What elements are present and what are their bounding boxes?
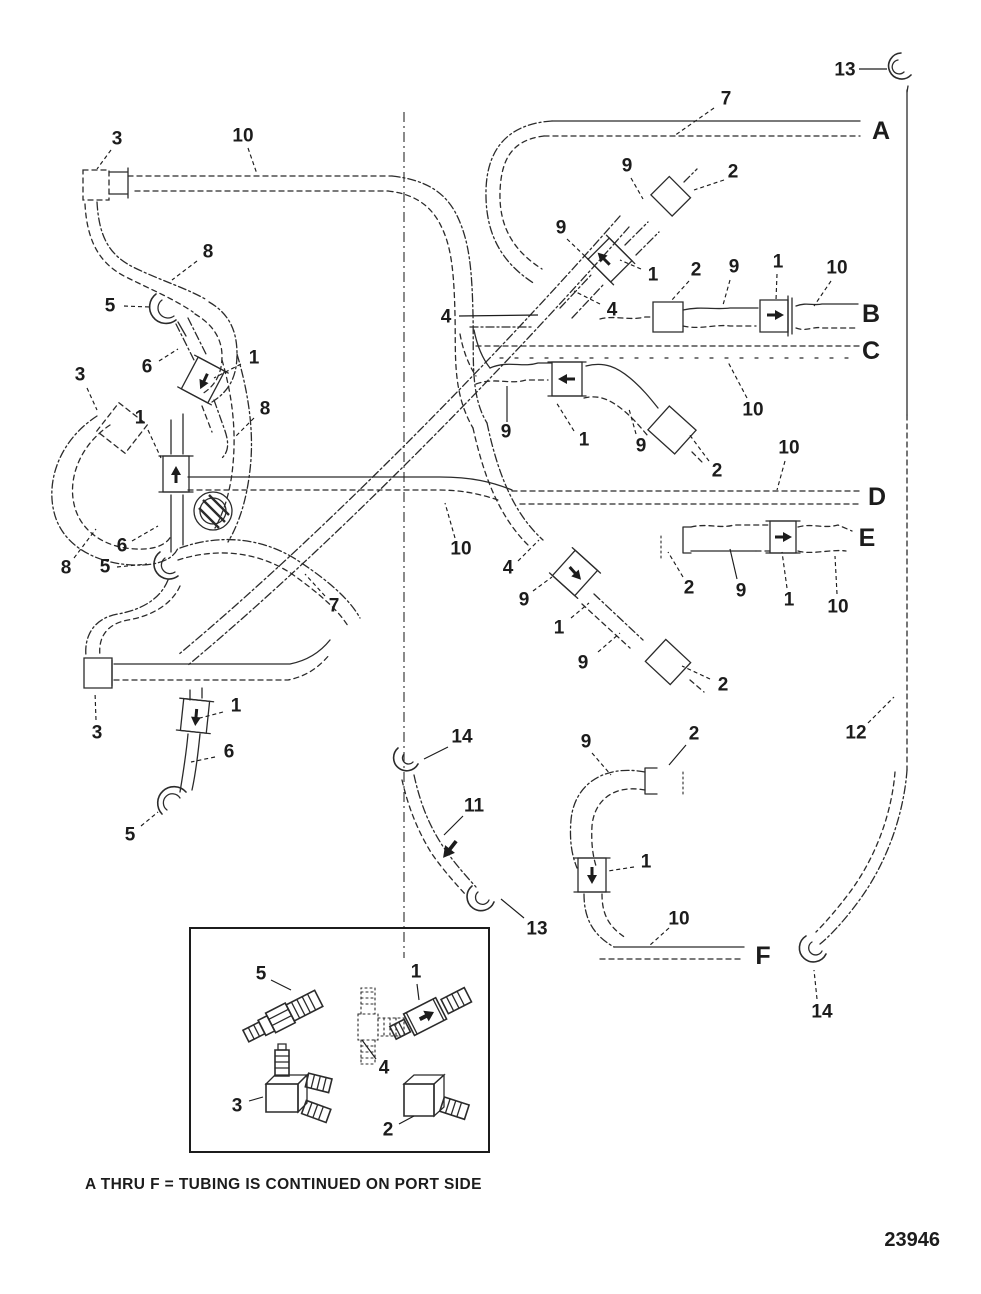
callout-13: 13	[834, 59, 856, 81]
leader-line	[674, 108, 714, 136]
tube-6-mid	[202, 400, 228, 458]
callout-1: 1	[772, 251, 784, 273]
legend-fitting-5-connector	[241, 989, 324, 1046]
leader-line	[533, 577, 552, 591]
callout-10: 10	[826, 257, 848, 279]
callout-8: 8	[202, 241, 214, 263]
callout-2: 2	[683, 577, 695, 599]
tee-5-mid	[154, 552, 178, 579]
callout-9: 9	[577, 652, 589, 674]
callout-8: 8	[259, 398, 271, 420]
callout-1: 1	[248, 347, 260, 369]
valve-arrow	[775, 532, 792, 542]
grommet	[194, 492, 232, 530]
leader-line	[571, 603, 589, 618]
callout-9: 9	[735, 580, 747, 602]
callout-3: 3	[231, 1095, 243, 1117]
leader-line	[694, 180, 724, 190]
port-letter-A: A	[871, 117, 891, 145]
callout-9: 9	[500, 421, 512, 443]
leader-line	[814, 281, 831, 306]
valve-arrow	[196, 372, 212, 392]
port-letter-D: D	[867, 483, 887, 511]
leader-line	[868, 697, 894, 723]
f-assembly	[570, 768, 744, 959]
row-b-assembly	[600, 296, 858, 336]
tube-11	[402, 775, 476, 894]
leader-line	[132, 526, 158, 541]
row-c-tube	[476, 346, 860, 358]
callout-labels	[61, 60, 894, 1141]
valve-arrow	[566, 564, 585, 583]
leader-line	[501, 899, 524, 918]
callout-2: 2	[711, 460, 723, 482]
leader-line	[148, 430, 161, 458]
leader-line	[200, 712, 223, 718]
legend-fitting-1-check-valve	[388, 984, 474, 1044]
callout-1: 1	[134, 407, 146, 429]
leader-line	[689, 434, 709, 461]
callout-6: 6	[116, 535, 128, 557]
callout-1: 1	[553, 617, 565, 639]
leader-line	[445, 503, 455, 538]
callout-1: 1	[783, 589, 795, 611]
callout-9: 9	[621, 155, 633, 177]
tee-5-top	[150, 294, 186, 336]
flow-arrow-11	[438, 837, 461, 861]
tube-12	[816, 770, 907, 944]
port-letter-C: C	[861, 337, 881, 365]
callout-3: 3	[91, 722, 103, 744]
leader-line	[671, 281, 689, 301]
callout-7: 7	[720, 88, 732, 110]
fitting-3-top-left	[83, 168, 128, 200]
port-letters	[755, 117, 890, 970]
callout-7: 7	[328, 595, 340, 617]
leader-line	[417, 984, 419, 1000]
callout-10: 10	[232, 125, 254, 147]
clip-13-bottom	[467, 886, 494, 911]
port-letter-E: E	[858, 524, 876, 552]
clip-14-bottom-right	[799, 936, 826, 962]
callout-1: 1	[647, 264, 659, 286]
leader-line	[556, 402, 574, 431]
clip-13-top	[889, 53, 911, 92]
leader-line	[728, 362, 747, 398]
leader-line	[649, 928, 669, 946]
callout-14: 14	[451, 726, 473, 748]
callout-9: 9	[635, 435, 647, 457]
tube-8-left-loop	[52, 416, 178, 565]
legend-fitting-2-elbow	[404, 1075, 469, 1119]
leader-line	[723, 280, 730, 305]
callout-9: 9	[580, 731, 592, 753]
leader-line	[159, 349, 178, 361]
callout-3: 3	[74, 364, 86, 386]
leader-line	[782, 552, 787, 588]
callout-1: 1	[230, 695, 242, 717]
leader-line	[399, 1116, 414, 1124]
callout-3: 3	[111, 128, 123, 150]
tube-bottom-left-run	[114, 640, 330, 680]
leader-line	[814, 970, 817, 999]
tube-a	[486, 121, 860, 284]
tube-d	[188, 477, 860, 504]
callout-4: 4	[378, 1057, 390, 1079]
callout-11: 11	[463, 795, 485, 817]
tube-lower-left-loop	[86, 580, 180, 656]
leader-line	[248, 148, 257, 174]
callout-4: 4	[606, 299, 618, 321]
leader-line	[141, 812, 158, 826]
leader-line	[598, 633, 620, 652]
callout-2: 2	[382, 1119, 394, 1141]
callout-5: 5	[104, 295, 116, 317]
callout-2: 2	[727, 161, 739, 183]
elbow-2-diagonal	[645, 639, 690, 684]
valve-arrow	[171, 466, 181, 483]
leader-line	[172, 261, 197, 280]
callout-6: 6	[141, 356, 153, 378]
elbow-2-upper	[651, 176, 691, 216]
port-letter-F: F	[755, 942, 771, 970]
leader-line	[191, 757, 215, 762]
leader-line	[608, 867, 634, 871]
callout-14: 14	[811, 1001, 833, 1023]
leader-line	[87, 388, 97, 410]
diagonal-4-assembly	[473, 423, 643, 648]
row-e-assembly	[661, 521, 852, 558]
callout-4: 4	[440, 306, 452, 328]
leader-line	[631, 178, 643, 199]
callout-9: 9	[728, 256, 740, 278]
leader-line	[668, 552, 683, 577]
leader-line	[776, 274, 777, 300]
callout-1: 1	[410, 961, 422, 983]
legend-fitting-4-tee	[358, 988, 404, 1064]
tee-5-bottom	[158, 787, 186, 814]
footer-note: A THRU F = TUBING IS CONTINUED ON PORT SIDE	[85, 1176, 482, 1193]
callout-10: 10	[450, 538, 472, 560]
callout-9: 9	[518, 589, 530, 611]
legend-box	[190, 928, 489, 1152]
callout-9: 9	[555, 217, 567, 239]
leader-line	[124, 306, 150, 307]
leader-line	[249, 1097, 263, 1101]
tube-6-upper	[176, 318, 206, 360]
callout-1: 1	[640, 851, 652, 873]
leader-line	[518, 540, 539, 561]
leader-line	[835, 556, 837, 594]
callout-8: 8	[60, 557, 72, 579]
leader-line	[444, 816, 463, 835]
leader-line	[74, 529, 96, 558]
leader-line	[271, 980, 291, 990]
leader-line	[777, 461, 785, 490]
leader-line	[97, 150, 111, 169]
callout-1: 1	[578, 429, 590, 451]
callout-10: 10	[668, 908, 690, 930]
tube-end-diagonal	[690, 680, 704, 692]
elbow-2-mid	[648, 406, 696, 454]
callout-12: 12	[845, 722, 867, 744]
leader-line	[592, 753, 611, 775]
valve-arrow	[767, 310, 784, 320]
leader-line	[362, 1040, 376, 1059]
callout-2: 2	[688, 723, 700, 745]
leader-line	[95, 692, 96, 720]
callout-5: 5	[124, 824, 136, 846]
leader-line	[424, 747, 448, 759]
callout-2: 2	[717, 674, 729, 696]
leader-line	[730, 549, 737, 579]
clip-14-mid	[394, 748, 418, 771]
callout-4: 4	[502, 557, 514, 579]
callout-6: 6	[223, 741, 235, 763]
leader-line	[669, 745, 686, 765]
drawing-number: 23946	[884, 1229, 940, 1251]
valve-arrow	[558, 374, 575, 384]
tube-end-mid	[692, 452, 704, 464]
leader-line	[459, 315, 538, 316]
port-letter-B: B	[861, 300, 881, 328]
fitting-3-bottom-left	[84, 658, 112, 688]
callout-5: 5	[99, 556, 111, 578]
valve-arrow	[594, 249, 613, 268]
callout-10: 10	[742, 399, 764, 421]
callout-10: 10	[778, 437, 800, 459]
tube-10-top	[128, 176, 532, 428]
callout-13: 13	[526, 918, 548, 940]
tube-end-upper	[684, 169, 697, 182]
callout-10: 10	[827, 596, 849, 618]
valve-arrow	[587, 867, 597, 884]
callout-5: 5	[255, 963, 267, 985]
callout-2: 2	[690, 259, 702, 281]
legend-fitting-3-tee-elbow	[266, 1044, 332, 1122]
